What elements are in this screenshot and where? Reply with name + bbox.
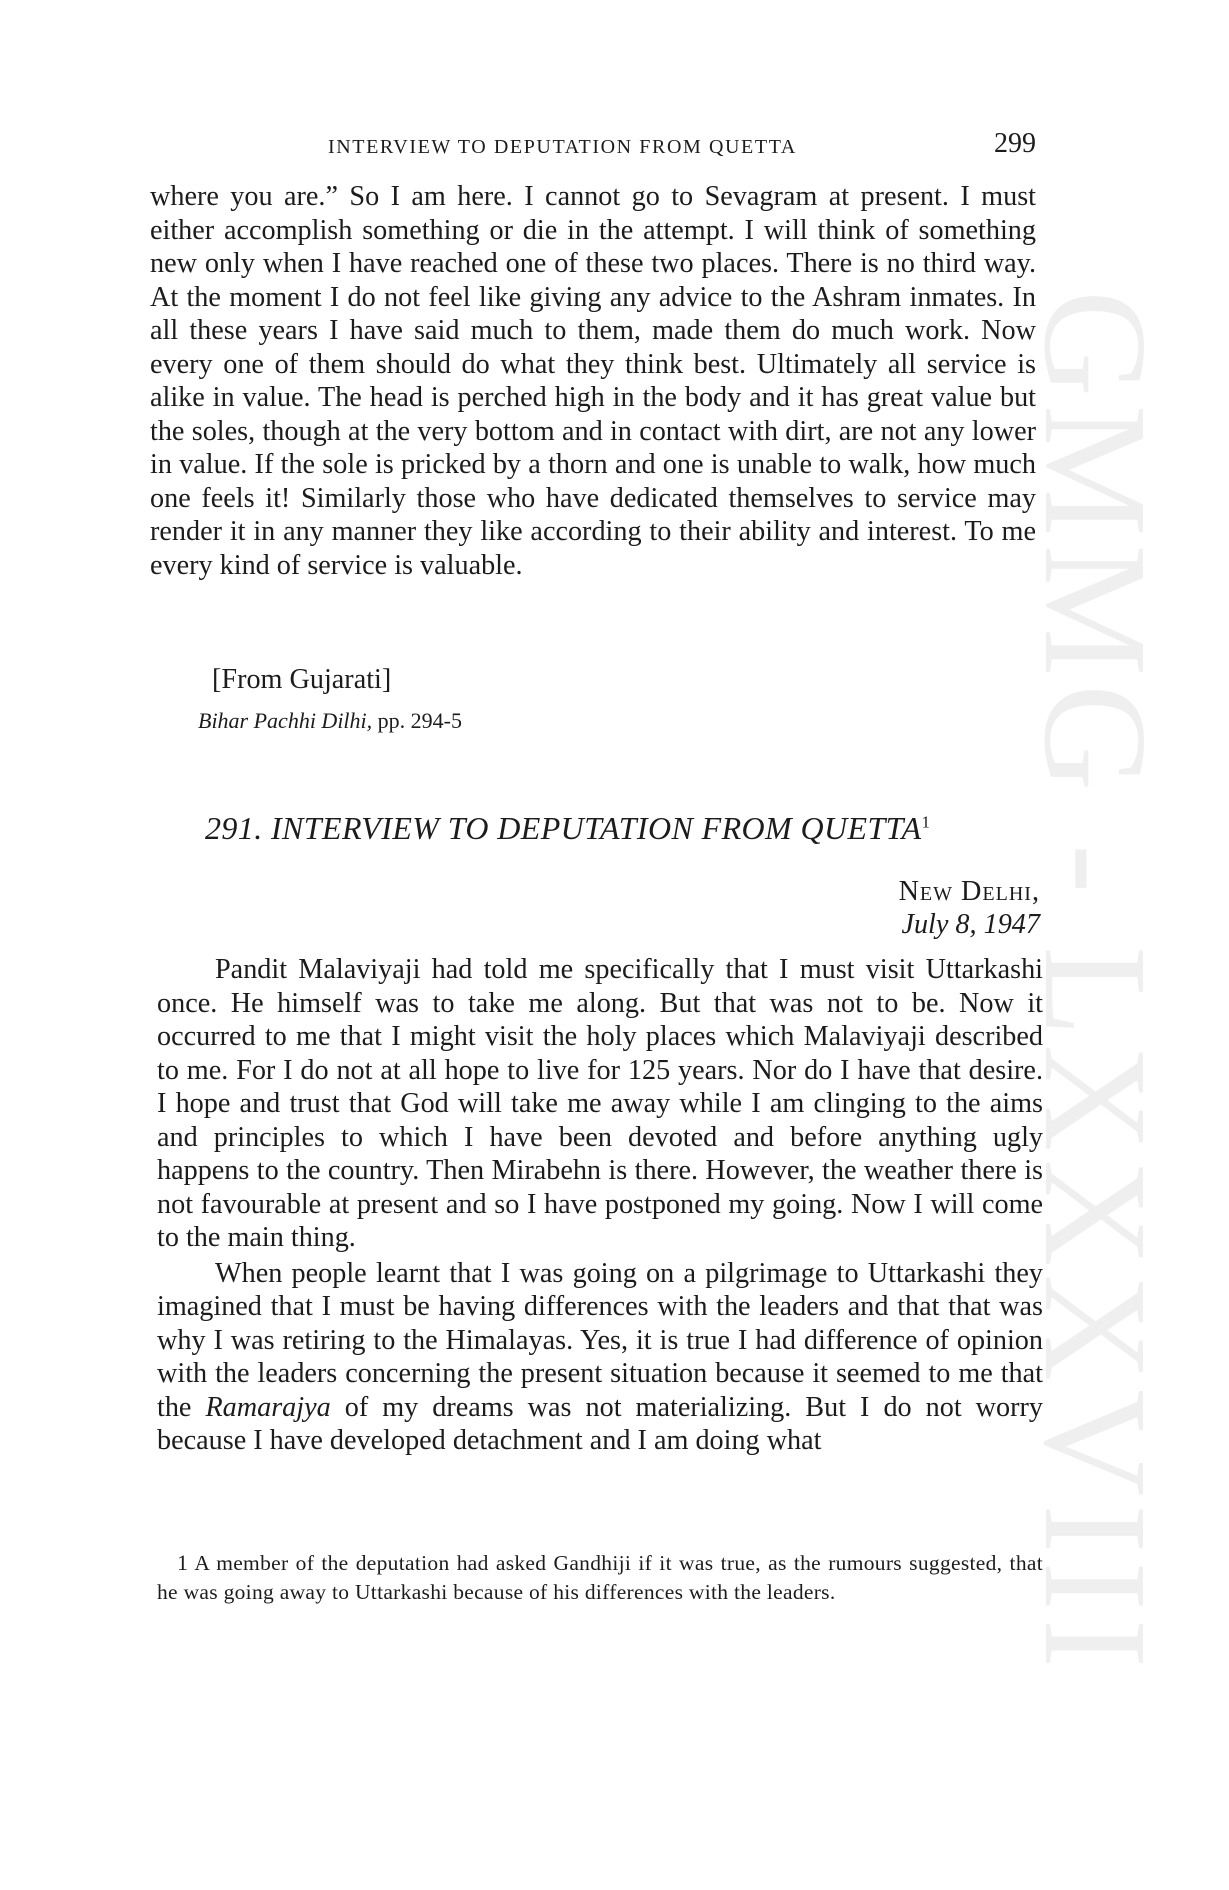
source-title: Bihar Pachhi Dilhi, [198,708,373,733]
page-number: 299 [994,128,1036,159]
dateline-date: July 8, 1947 [901,909,1040,940]
paragraph-2-end: of my dreams was not materializing. But I do not worry because I have developed detachment and I am doing what [157,1391,1043,1456]
source-language: [From Gujarati] [212,664,392,695]
running-title: INTERVIEW TO DEPUTATION FROM QUETTA [328,136,797,158]
paragraph-2-start: When people learnt that I was going on a pilgrimage to Uttarkashi they imagined that I must be having differences with the leaders and that that was why I was retiring to the Himalayas. Yes, it is true I had difference of opinion with the leaders concerning the present situation because it seemed to me that the [157,1257,1043,1423]
continued-text [150,180,1036,582]
running-head [150,128,1036,168]
section-body [157,953,1043,1458]
source-reference [198,708,462,734]
footnote-text: A member of the deputation had asked Gandhiji if it was true, as the rumours suggested, that he was going away to Uttarkashi because of his differences with the leaders. [157,1551,1043,1604]
continued-paragraph: where you are.” So I am here. I cannot go to Sevagram at present. I must either accomplish something or die in the attempt. I will think of something new only when I have reached one of these two places. There is no third way. At the moment I do not feel like giving any advice to the Ashram inmates. In all these years I have said much to them, made them do much work. Now every one of them should do what they think best. Ultimately all service is alike in value. The head is perched high in the body and it has great value but the soles, though at the very bottom and in contact with dirt, are not any lower in value. If the sole is pricked by a thorn and one is unable to walk, how much one feels it! Similarly those who have dedicated themselves to service may render it in any manner they like according to their ability and interest. To me every kind of service is valuable. [150,181,1036,581]
ramarajya-term: Ramarajya [205,1391,331,1423]
dateline-place: New Delhi, [898,876,1040,907]
section-heading-text: 291. INTERVIEW TO DEPUTATION FROM QUETTA [205,810,922,846]
body-paragraph-1: Pandit Malaviyaji had told me specifically that I must visit Uttarkashi once. He himself was to take me along. But that was not to be. Now it occurred to me that I might visit the holy places which Malaviyaji described to me. For I do not at all hope to live for 125 years. Nor do I have that desire. I hope and trust that God will take me away while I am clinging to the aims and principles to which I have been devoted and before anything ugly happens to the country. Then Mirabehn is there. However, the weather there is not favourable at present and so I have postponed my going. Now I will come to the main thing. [157,954,1043,1253]
section-heading [205,810,930,847]
footnote [157,1548,1043,1607]
source-pages: pp. 294-5 [377,708,462,733]
body-paragraph-2 [157,1257,1043,1458]
watermark: GMMG - LXXXVIII [1013,290,1177,1677]
footnote-mark: 1 [177,1550,189,1575]
footnote-ref: 1 [921,812,931,832]
